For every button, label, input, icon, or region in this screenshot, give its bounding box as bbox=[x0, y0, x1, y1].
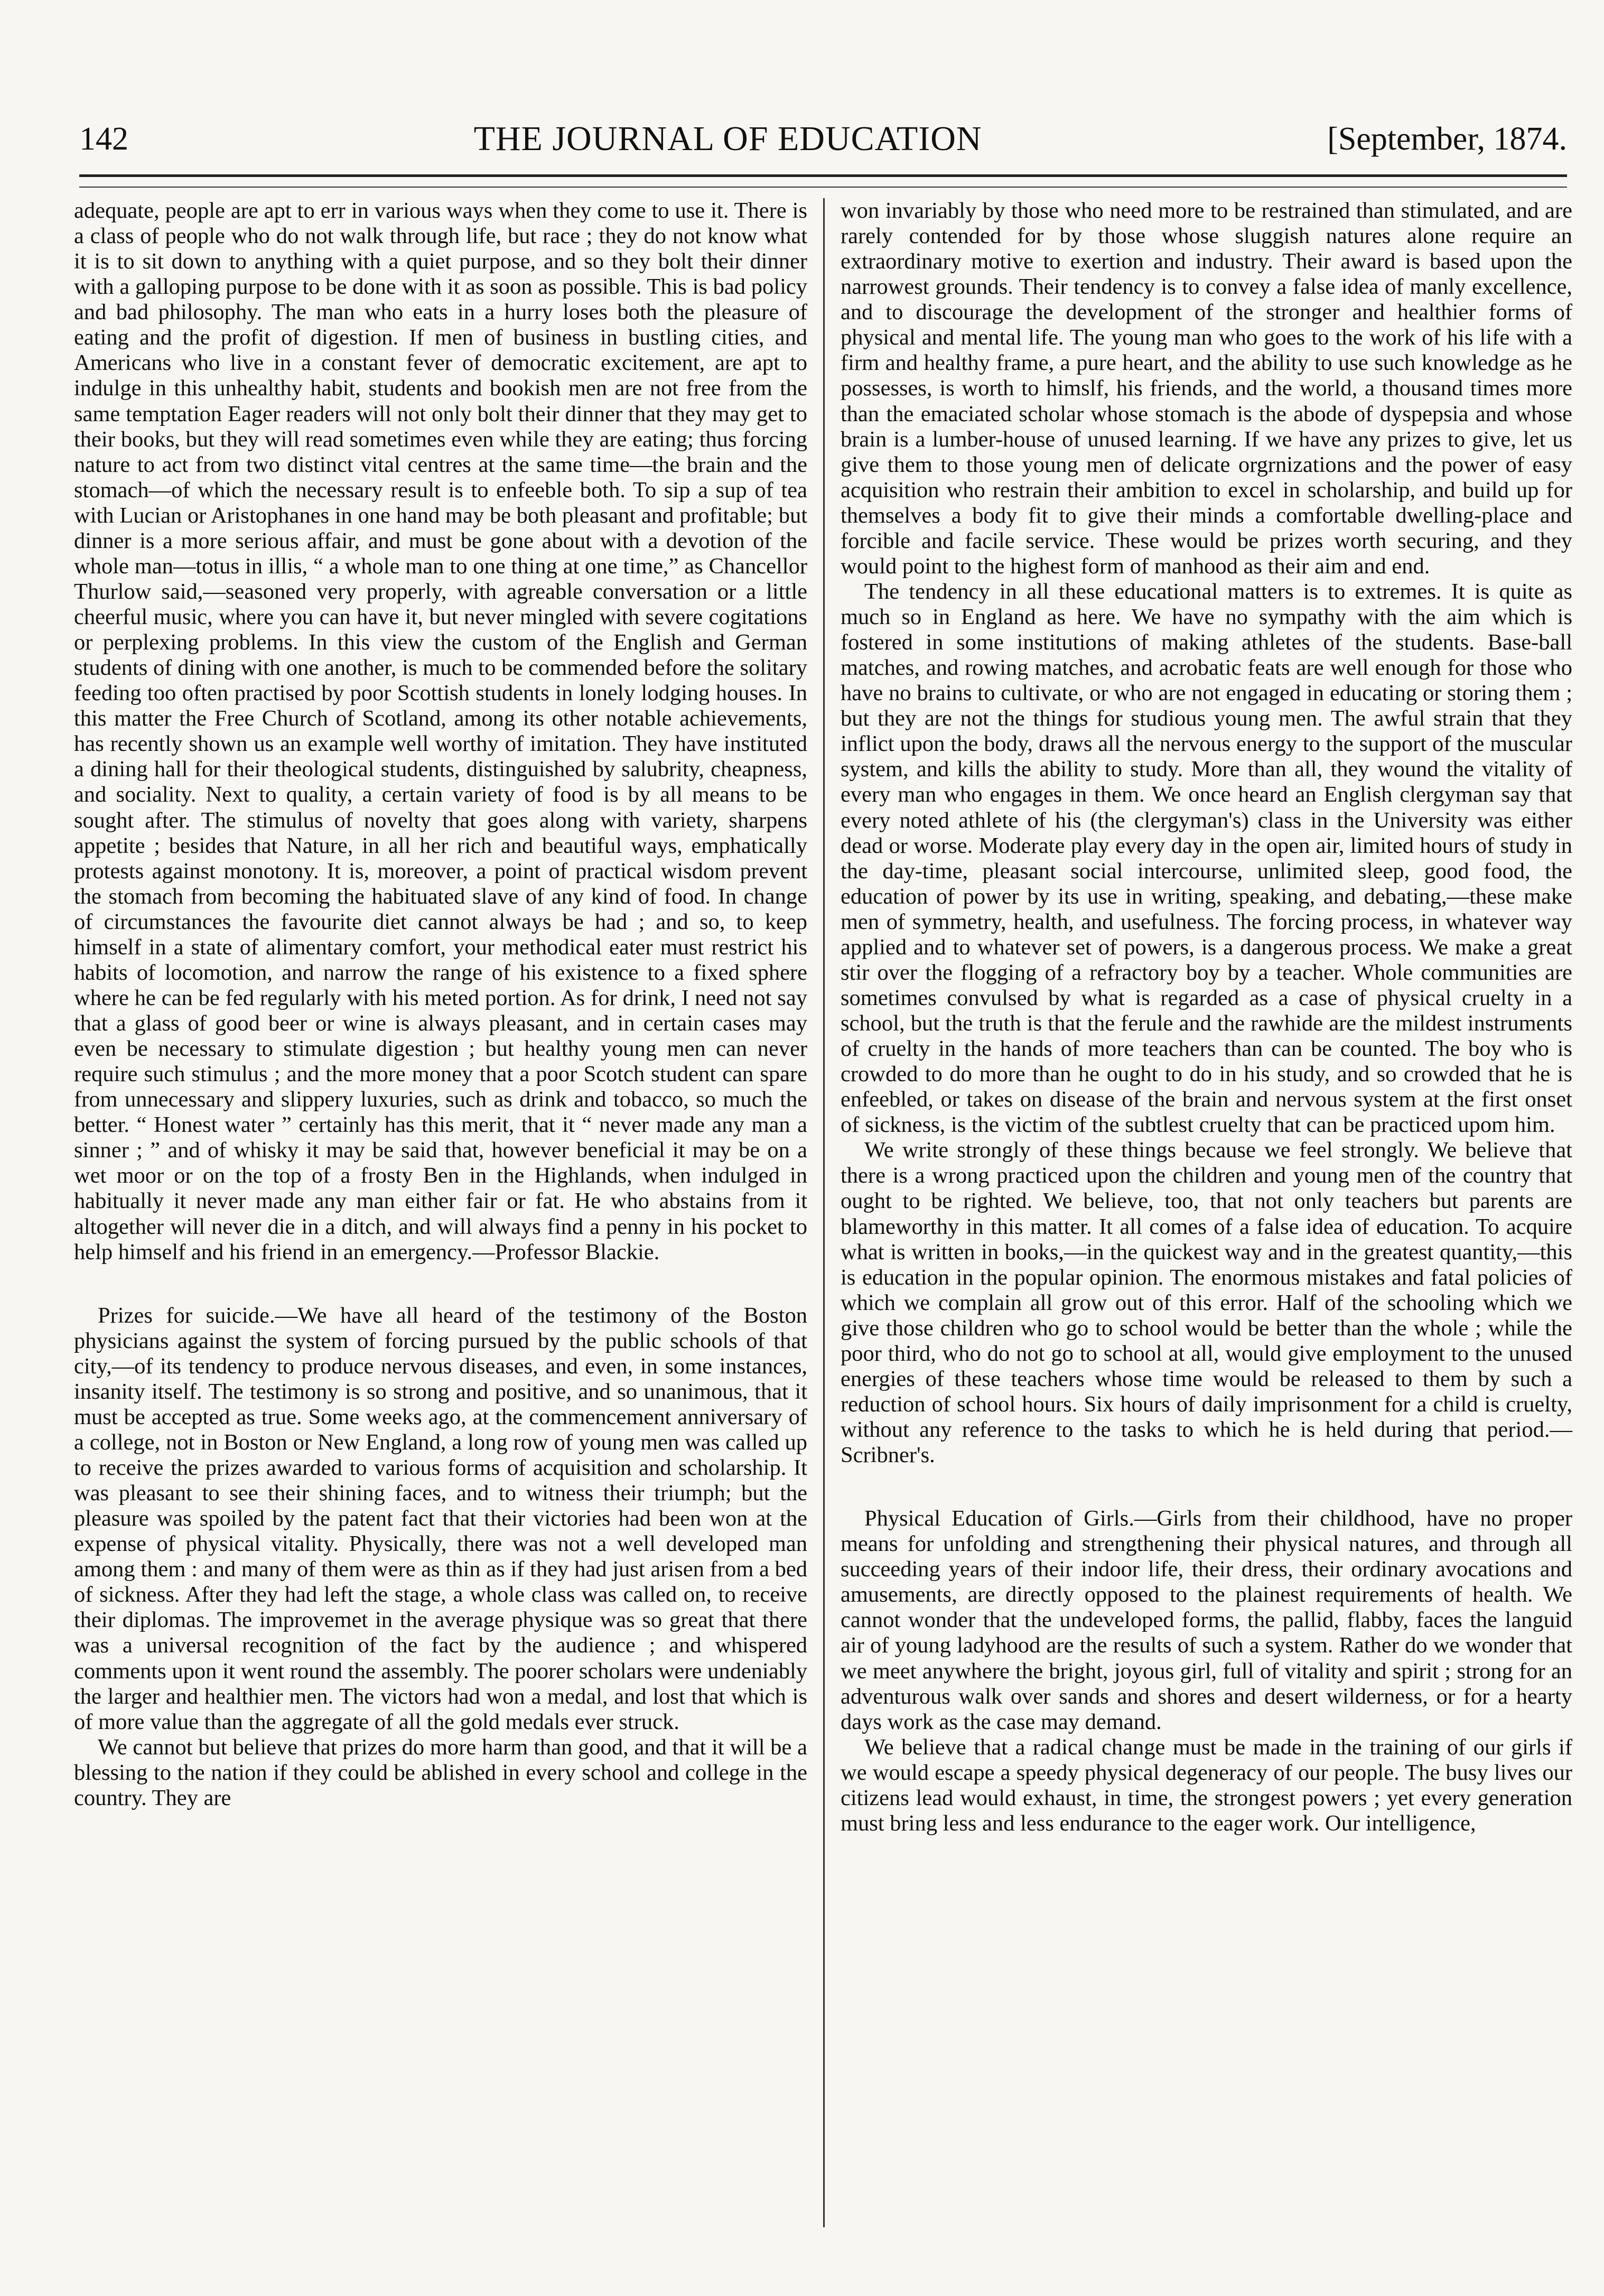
paragraph: We cannot but believe that prizes do more harm than good, and that it will be a blessing to the nation if they could be ablished in every school and college in the country. They are bbox=[74, 1734, 807, 1810]
article-columns bbox=[74, 198, 1572, 2227]
journal-title: THE JOURNAL OF EDUCATION bbox=[473, 119, 982, 158]
issue-date: [September, 1874. bbox=[1327, 120, 1567, 157]
header-rule bbox=[79, 174, 1567, 188]
paragraph: We believe that a radical change must be made in the training of our girls if we would escape a speedy physical degeneracy of our people. The busy lives our citizens lead would exhaust, in time, the strongest powers ; yet every generation must bring less and less endurance to the eager work. Our intelligence, bbox=[841, 1734, 1572, 1836]
paragraph: We write strongly of these things because we feel strongly. We believe that there is a wrong practiced upon the children and young men of the country that ought to be righted. We believe, too, that not only teachers but parents are blameworthy in this matter. It all comes of a false idea of education. To acquire what is written in books,—in the quickest way and in the greatest quantity,—this is education in the popular opinion. The enormous mistakes and fatal policies of which we complain all grow out of this error. Half of the schooling which we give those children who go to school would be better than the whole ; while the poor third, who do not go to school at all, would give employment to the unused energies of these teachers whose time would be released to them by such a reduction of school hours. Six hours of daily imprisonment for a child is cruelty, without any reference to the tasks to which he is held during that period.—Scribner's. bbox=[841, 1138, 1572, 1468]
paragraph: won invariably by those who need more to be restrained than stimulated, and are rarely contended for by those whose sluggish natures alone require an extraordinary motive to exertion and industry. Their award is based upon the narrowest grounds. Their tendency is to convey a false idea of manly excellence, and to discourage the development of the stronger and healthier forms of physical and mental life. The young man who goes to the work of his life with a firm and healthy frame, a pure heart, and the ability to use such knowledge as he possesses, is worth to himslf, his friends, and the world, a thousand times more than the emaciated scholar whose stomach is the abode of dyspepsia and whose brain is a lumber-house of unused learning. If we have any prizes to give, let us give them to those young men of delicate orgrnizations and the power of easy acquisition who restrain their ambition to excel in scholarship, and build up for themselves a body fit to give their minds a comfortable dwelling-place and forcible and facile service. These would be prizes worth securing, and they would point to the highest form of manhood as their aim and end. bbox=[841, 198, 1572, 579]
left-column bbox=[74, 198, 823, 2227]
paragraph: Prizes for suicide.—We have all heard of the testimony of the Boston physicians against the system of forcing pursued by the public schools of that city,—of its tendency to produce nervous diseases, and even, in some instances, insanity itself. The testimony is so strong and positive, and so unanimous, that it must be accepted as true. Some weeks ago, at the commencement anniversary of a college, not in Boston or New England, a long row of young men was called up to receive the prizes awarded to various forms of acquisition and scholarship. It was pleasant to see their shining faces, and to witness their triumph; but the pleasure was spoiled by the patent fact that their victories had been won at the expense of physical vitality. Physically, there was not a well developed man among them : and many of them were as thin as if they had just arisen from a bed of sickness. After they had left the stage, a whole class was called on, to receive their diplomas. The improvemet in the average physique was so great that there was a universal recognition of the fact by the audience ; and whispered comments upon it went round the assembly. The poorer scholars were undeniably the larger and healthier men. The victors had won a medal, and lost that which is of more value than the aggregate of all the gold medals ever struck. bbox=[74, 1303, 807, 1734]
paragraph: Physical Education of Girls.—Girls from their childhood, have no proper means for unfolding and strengthening their physical natures, and through all succeeding years of their indoor life, their dress, their ordinary avocations and amusements, are directly opposed to the plainest requirements of health. We cannot wonder that the undeveloped forms, the pallid, flabby, faces the languid air of young ladyhood are the results of such a system. Rather do we wonder that we meet anywhere the bright, joyous girl, full of vitality and spirit ; strong for an adventurous walk over sands and shores and desert wilderness, or for a hearty days work as the case may demand. bbox=[841, 1506, 1572, 1734]
page-number: 142 bbox=[79, 120, 128, 157]
right-column bbox=[823, 198, 1572, 2227]
page-header bbox=[79, 115, 1567, 163]
paragraph: The tendency in all these educational matters is to extremes. It is quite as much so in England as here. We have no sympathy with the aim which is fostered in some institutions of making athletes of the students. Base-ball matches, and rowing matches, and acrobatic feats are well enough for those who have no brains to cultivate, or who are not engaged in educating or storing them ; but they are not the things for studious young men. The awful strain that they inflict upon the body, draws all the nervous energy to the support of the muscular system, and kills the ability to study. More than all, they wound the vitality of every man who engages in them. We once heard an English clergyman say that every noted athlete of his (the clergyman's) class in the University was either dead or worse. Moderate play every day in the open air, limited hours of study in the day-time, pleasant social intercourse, unlimited sleep, good food, the education of power by its use in writing, speaking, and debating,—these make men of symmetry, health, and usefulness. The forcing process, in whatever way applied and to whatever set of powers, is a dangerous process. We make a great stir over the flogging of a refractory boy by a teacher. Whole communities are sometimes convulsed by what is regarded as a case of physical cruelty in a school, but the truth is that the ferule and the rawhide are the mildest instruments of cruelty in the hands of more teachers than can be counted. The boy who is crowded to do more than he ought to do in his study, and so crowded that he is enfeebled, or takes on disease of the brain and nervous system at the first onset of sickness, is the victim of the subtlest cruelty that can be practiced upom him. bbox=[841, 579, 1572, 1138]
paragraph: adequate, people are apt to err in various ways when they come to use it. There is a class of people who do not walk through life, but race ; they do not know what it is to sit down to anything with a quiet purpose, and so they bolt their dinner with a galloping purpose to be done with it as soon as possible. This is bad policy and bad philosophy. The man who eats in a hurry loses both the pleasure of eating and the profit of digestion. If men of business in bustling cities, and Americans who live in a constant fever of democratic excitement, are apt to indulge in this unhealthy habit, students and bookish men are not free from the same temptation Eager readers will not only bolt their dinner that they may get to their books, but they will read sometimes even while they are eating; thus forcing nature to act from two distinct vital centres at the same time—the brain and the stomach—of which the necessary result is to enfeeble both. To sip a sup of tea with Lucian or Aristophanes in one hand may be both pleasant and profitable; but dinner is a more serious affair, and must be gone about with a devotion of the whole man—totus in illis, “ a whole man to one thing at one time,” as Chancellor Thurlow said,—seasoned very properly, with agreable conversation or a little cheerful music, where you can have it, but never mingled with severe cogitations or perplexing problems. In this view the custom of the English and German students of dining with one another, is much to be commended before the solitary feeding too often practised by poor Scottish students in lonely lodging houses. In this matter the Free Church of Scotland, among its other notable achievements, has recently shown us an example well worthy of imitation. They have instituted a dining hall for their theological students, distinguished by salubrity, cheapness, and sociality. Next to quality, a certain variety of food is by all means to be sought after. The stimulus of novelty that goes along with variety, sharpens appetite ; besides that Nature, in all her rich and beautiful ways, emphatically protests against monotony. It is, moreover, a point of practical wisdom prevent the stomach from becoming the habituated slave of any kind of food. In change of circumstances the favourite diet cannot always be had ; and so, to keep himself in a state of alimentary comfort, your methodical eater must restrict his habits of locomotion, and narrow the range of his existence to a fixed sphere where he can be fed regularly with his meted portion. As for drink, I need not say that a glass of good beer or wine is always pleasant, and in certain cases may even be necessary to stimulate digestion ; but healthy young men can never require such stimulus ; and the more money that a poor Scotch student can spare from unnecessary and slippery luxuries, such as drink and tobacco, so much the better. “ Honest water ” certainly has this merit, that it “ never made any man a sinner ; ” and of whisky it may be said that, however beneficial it may be on a wet moor or on the top of a frosty Ben in the Highlands, when indulged in habitually it never made any man either fair or fat. He who abstains from it altogether will never die in a ditch, and will always find a penny in his pocket to help himself and his friend in an emergency.—Professor Blackie. bbox=[74, 198, 807, 1265]
